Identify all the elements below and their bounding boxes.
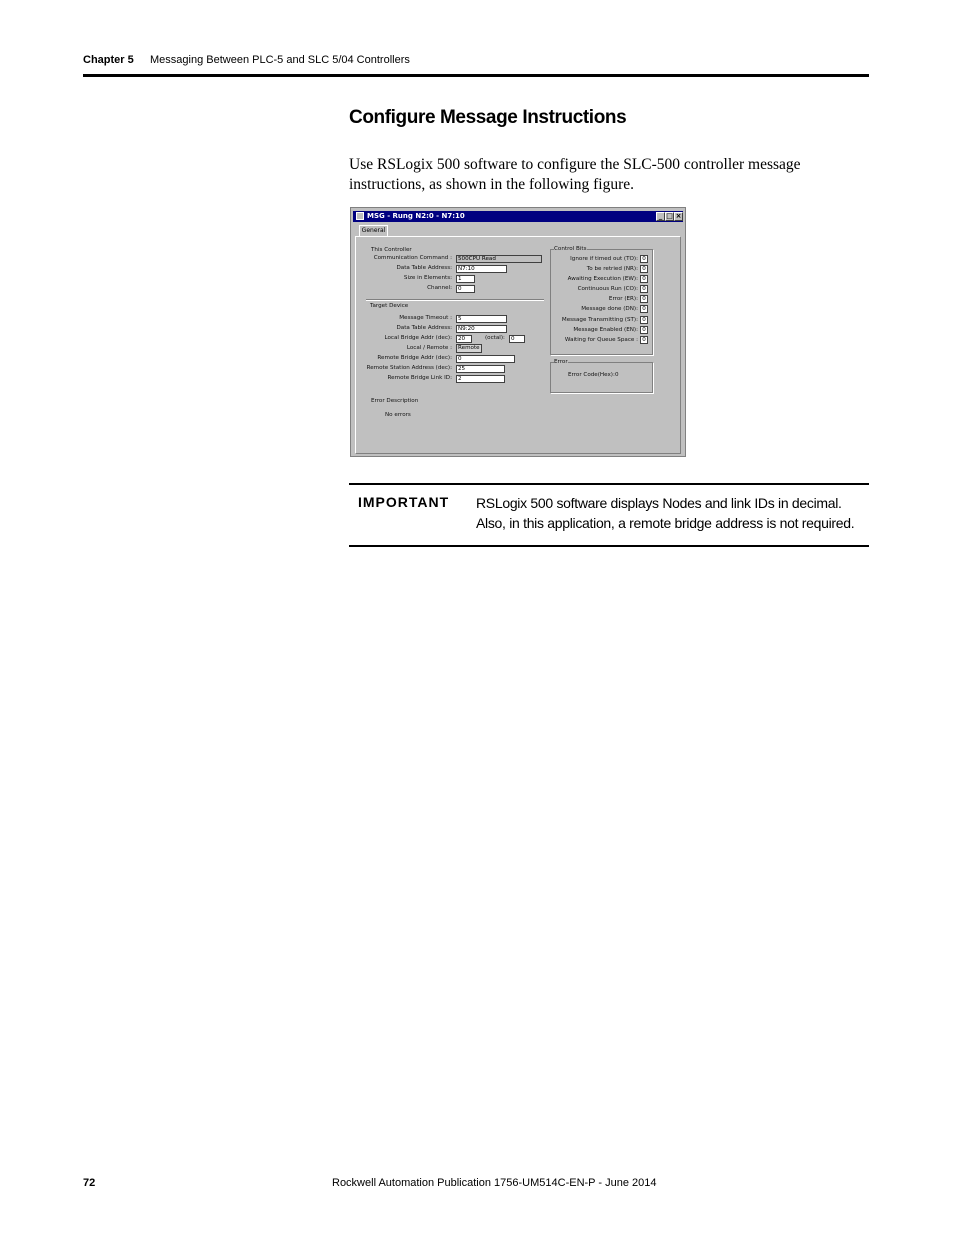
this-controller-group-label: This Controller: [371, 247, 412, 253]
target-data-table-address-field[interactable]: N9:20: [456, 325, 507, 333]
control-bits-group-label: Control Bits: [554, 246, 587, 252]
close-button[interactable]: ×: [675, 212, 682, 220]
channel-field[interactable]: 0: [456, 285, 475, 293]
cb-er-label: Error (ER):: [608, 296, 638, 302]
data-table-address-label: Data Table Address:: [396, 265, 452, 271]
remote-bridge-link-id-field[interactable]: 2: [456, 375, 505, 383]
cb-st-label: Message Transmitting (ST):: [561, 317, 638, 323]
maximize-button[interactable]: □: [666, 212, 673, 220]
important-label: IMPORTANT: [358, 494, 450, 510]
channel-label: Channel:: [427, 285, 452, 291]
communication-command-field[interactable]: 500CPU Read: [456, 255, 542, 263]
cb-to-value: 0: [640, 255, 648, 263]
header-rule: [83, 74, 869, 77]
cb-co-label: Continuous Run (CO):: [577, 286, 638, 292]
important-text: RSLogix 500 software displays Nodes and link IDs in decimal. Also, in this application, a remote bridge address is not required.: [476, 495, 855, 531]
chapter-title: Messaging Between PLC-5 and SLC 5/04 Controllers: [150, 54, 410, 66]
cb-nr-value: 0: [640, 265, 648, 273]
cb-queue-label: Waiting for Queue Space :: [564, 337, 638, 343]
octal-label: (octal):: [485, 335, 505, 341]
message-timeout-label: Message Timeout :: [399, 315, 452, 321]
cb-to-label: Ignore if timed out (TO):: [570, 256, 638, 262]
communication-command-label: Communication Command :: [373, 255, 452, 261]
size-in-elements-field[interactable]: 1: [456, 275, 475, 283]
cb-dn-label: Message done (DN):: [581, 306, 638, 312]
target-device-group-label: Target Device: [370, 303, 409, 309]
cb-ew-label: Awaiting Execution (EW):: [567, 276, 638, 282]
target-data-table-address-label: Data Table Address:: [396, 325, 452, 331]
divider: [366, 299, 544, 301]
error-code-label: Error Code(Hex):: [568, 372, 615, 378]
important-top-rule: [349, 483, 869, 485]
octal-field[interactable]: 0: [509, 335, 525, 343]
error-group-label: Error: [554, 359, 568, 365]
remote-station-address-field[interactable]: 25: [456, 365, 505, 373]
dialog-title: MSG - Rung N2:0 - N7:10: [367, 212, 465, 220]
error-code-value: 0: [615, 372, 619, 378]
size-in-elements-label: Size in Elements:: [403, 275, 452, 281]
msg-dialog: [350, 207, 686, 457]
chapter-label: Chapter 5: [83, 54, 134, 66]
cb-en-label: Message Enabled (EN):: [573, 327, 638, 333]
error-description-label: Error Description: [371, 398, 419, 404]
local-remote-label: Local / Remote :: [406, 345, 452, 351]
general-panel: [355, 236, 681, 454]
remote-bridge-link-id-label: Remote Bridge Link ID:: [387, 375, 452, 381]
page-number: 72: [83, 1177, 96, 1189]
section-title: Configure Message Instructions: [349, 107, 627, 128]
cb-co-value: 0: [640, 285, 648, 293]
cb-nr-label: To be retried (NR):: [586, 266, 638, 272]
cb-er-value: 0: [640, 295, 648, 303]
remote-bridge-addr-field[interactable]: 0: [456, 355, 515, 363]
cb-st-value: 0: [640, 316, 648, 324]
minimize-button[interactable]: _: [656, 212, 665, 221]
local-bridge-addr-label: Local Bridge Addr (dec):: [384, 335, 452, 341]
remote-station-address-label: Remote Station Address (dec):: [366, 365, 452, 371]
dialog-titlebar: [353, 211, 683, 222]
local-bridge-addr-field[interactable]: 20: [456, 335, 472, 343]
message-timeout-field[interactable]: 5: [456, 315, 507, 323]
app-icon: [356, 212, 364, 220]
intro-paragraph: Use RSLogix 500 software to configure the SLC-500 controller message instructions, as shown in the following figure.: [349, 156, 801, 193]
error-description-text: No errors: [385, 412, 411, 418]
remote-bridge-addr-label: Remote Bridge Addr (dec):: [377, 355, 452, 361]
tab-general[interactable]: General: [359, 225, 388, 237]
running-header: [83, 54, 410, 66]
local-remote-select[interactable]: Remote: [456, 344, 482, 353]
data-table-address-field[interactable]: N7:10: [456, 265, 507, 273]
cb-dn-value: 0: [640, 305, 648, 313]
cb-queue-value: 0: [640, 336, 648, 344]
cb-en-value: 0: [640, 326, 648, 334]
cb-ew-value: 0: [640, 275, 648, 283]
important-bottom-rule: [349, 545, 869, 547]
publication-info: Rockwell Automation Publication 1756-UM514C-EN-P - June 2014: [332, 1177, 657, 1189]
